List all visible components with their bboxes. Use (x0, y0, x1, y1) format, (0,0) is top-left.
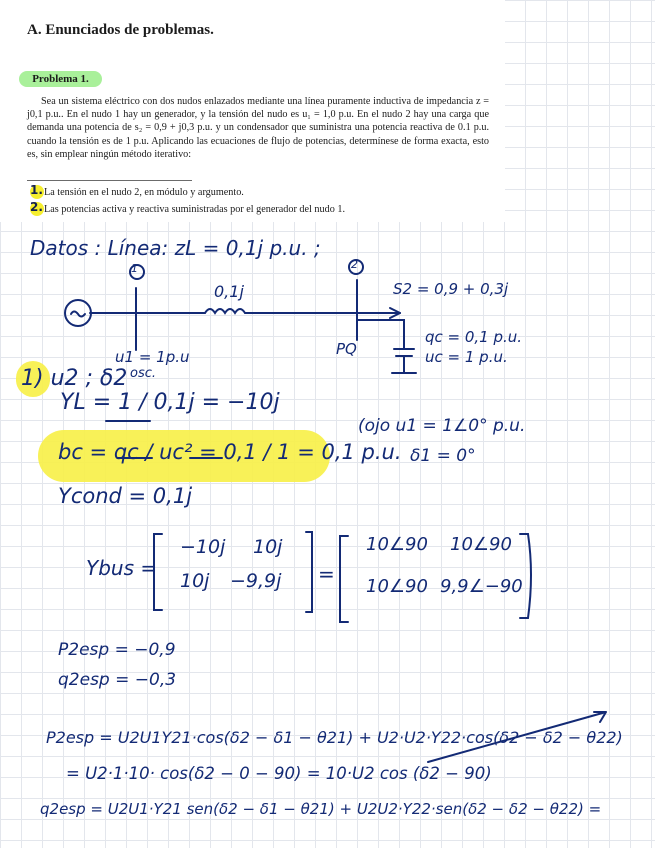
pq-label: PQ (336, 340, 357, 358)
q2-equation-line: q2esp = U2U1·Y21 sen(δ2 − δ1 − θ21) + U2U2·Y22·sen(δ2 − δ2 − θ22) = (40, 800, 602, 818)
item-1-number: 1. (30, 183, 43, 197)
statement-text: Sea un sistema eléctrico con dos nudos enlazados mediante una línea puramente inductiva de impedancia z = j0,1 p.u.. En el nudo 1 hay un generador, y la tensión del nudo es u₁ = 1,0 p.u. En el nudo 2 hay una carga que demanda una potencia de s₂ = 0,9 + j0,3 p.u. y un condensador que suministra una potencia reactiva de 0.1 p.u. cuando la tensión es de 1 p.u. Aplicando las ecuaciones de flujo de potencias, determínese de forma exacta, esto es, sin emplear ningún método iterativo: (27, 96, 489, 160)
inductor-icon (205, 309, 245, 313)
matrix-bracket-right (306, 532, 312, 612)
ybus-rect-22: −9,9j (230, 570, 282, 592)
line-impedance-label: 0,1j (214, 282, 244, 301)
datos-label: Datos : Línea: zL = 0,1j p.u. ; (30, 236, 321, 260)
ybus-rect-21: 10j (180, 570, 210, 592)
ycond-equation: Ycond = 0,1j (58, 484, 193, 508)
u1-label: u1 = 1p.u (115, 348, 190, 366)
s2-label: S2 = 0,9 + 0,3j (393, 280, 509, 298)
problem-label: Problema 1. (19, 71, 102, 87)
delta-1-note: δ1 = 0° (410, 446, 476, 466)
generator-wave (71, 312, 85, 317)
matrix-bracket-left-2 (340, 536, 348, 622)
item-2-number: 2. (30, 200, 43, 214)
p2-esp-value: P2esp = −0,9 (58, 640, 176, 660)
osc-label: osc. (130, 366, 157, 381)
bc-equation: bc = qc / uc² = 0,1 / 1 = 0,1 p.u. (58, 440, 402, 464)
node-1-label: 1 (131, 262, 138, 275)
ojo-note: (ojo u1 = 1∠0° p.u. (358, 416, 526, 436)
equals-sign: = (318, 562, 335, 586)
ybus-polar-11: 10∠90 (366, 534, 428, 555)
yl-equation: YL = 1 / 0,1j = −10j (60, 390, 280, 415)
ybus-label: Ybus = (86, 556, 158, 580)
section-heading: A. Enunciados de problemas. (27, 22, 214, 38)
q2-esp-value: q2esp = −0,3 (58, 670, 177, 690)
item-2-text: Las potencias activa y reactiva suministradas por el generador del nudo 1. (44, 204, 345, 215)
node-2-label: 2 (351, 258, 358, 271)
item-1-text: La tensión en el nudo 2, en módulo y argumento. (44, 187, 244, 198)
ybus-polar-12: 10∠90 (450, 534, 512, 555)
uc-label: uc = 1 p.u. (425, 348, 508, 366)
part-1-label: 1) u2 ; δ2 (21, 366, 128, 391)
ybus-rect-12: 10j (253, 536, 283, 558)
p2-equation-line-2: = U2·1·10· cos(δ2 − 0 − 90) = 10·U2 cos (δ2 − 90) (66, 764, 492, 783)
ybus-rect-11: −10j (180, 536, 226, 558)
p2-equation-line-1: P2esp = U2U1Y21·cos(δ2 − δ1 − θ21) + U2·U2·Y22·cos(δ2 − δ2 − θ22) (46, 728, 623, 747)
qc-label: qc = 0,1 p.u. (425, 328, 523, 346)
ybus-polar-22: 9,9∠−90 (440, 576, 523, 597)
ybus-polar-21: 10∠90 (366, 576, 428, 597)
